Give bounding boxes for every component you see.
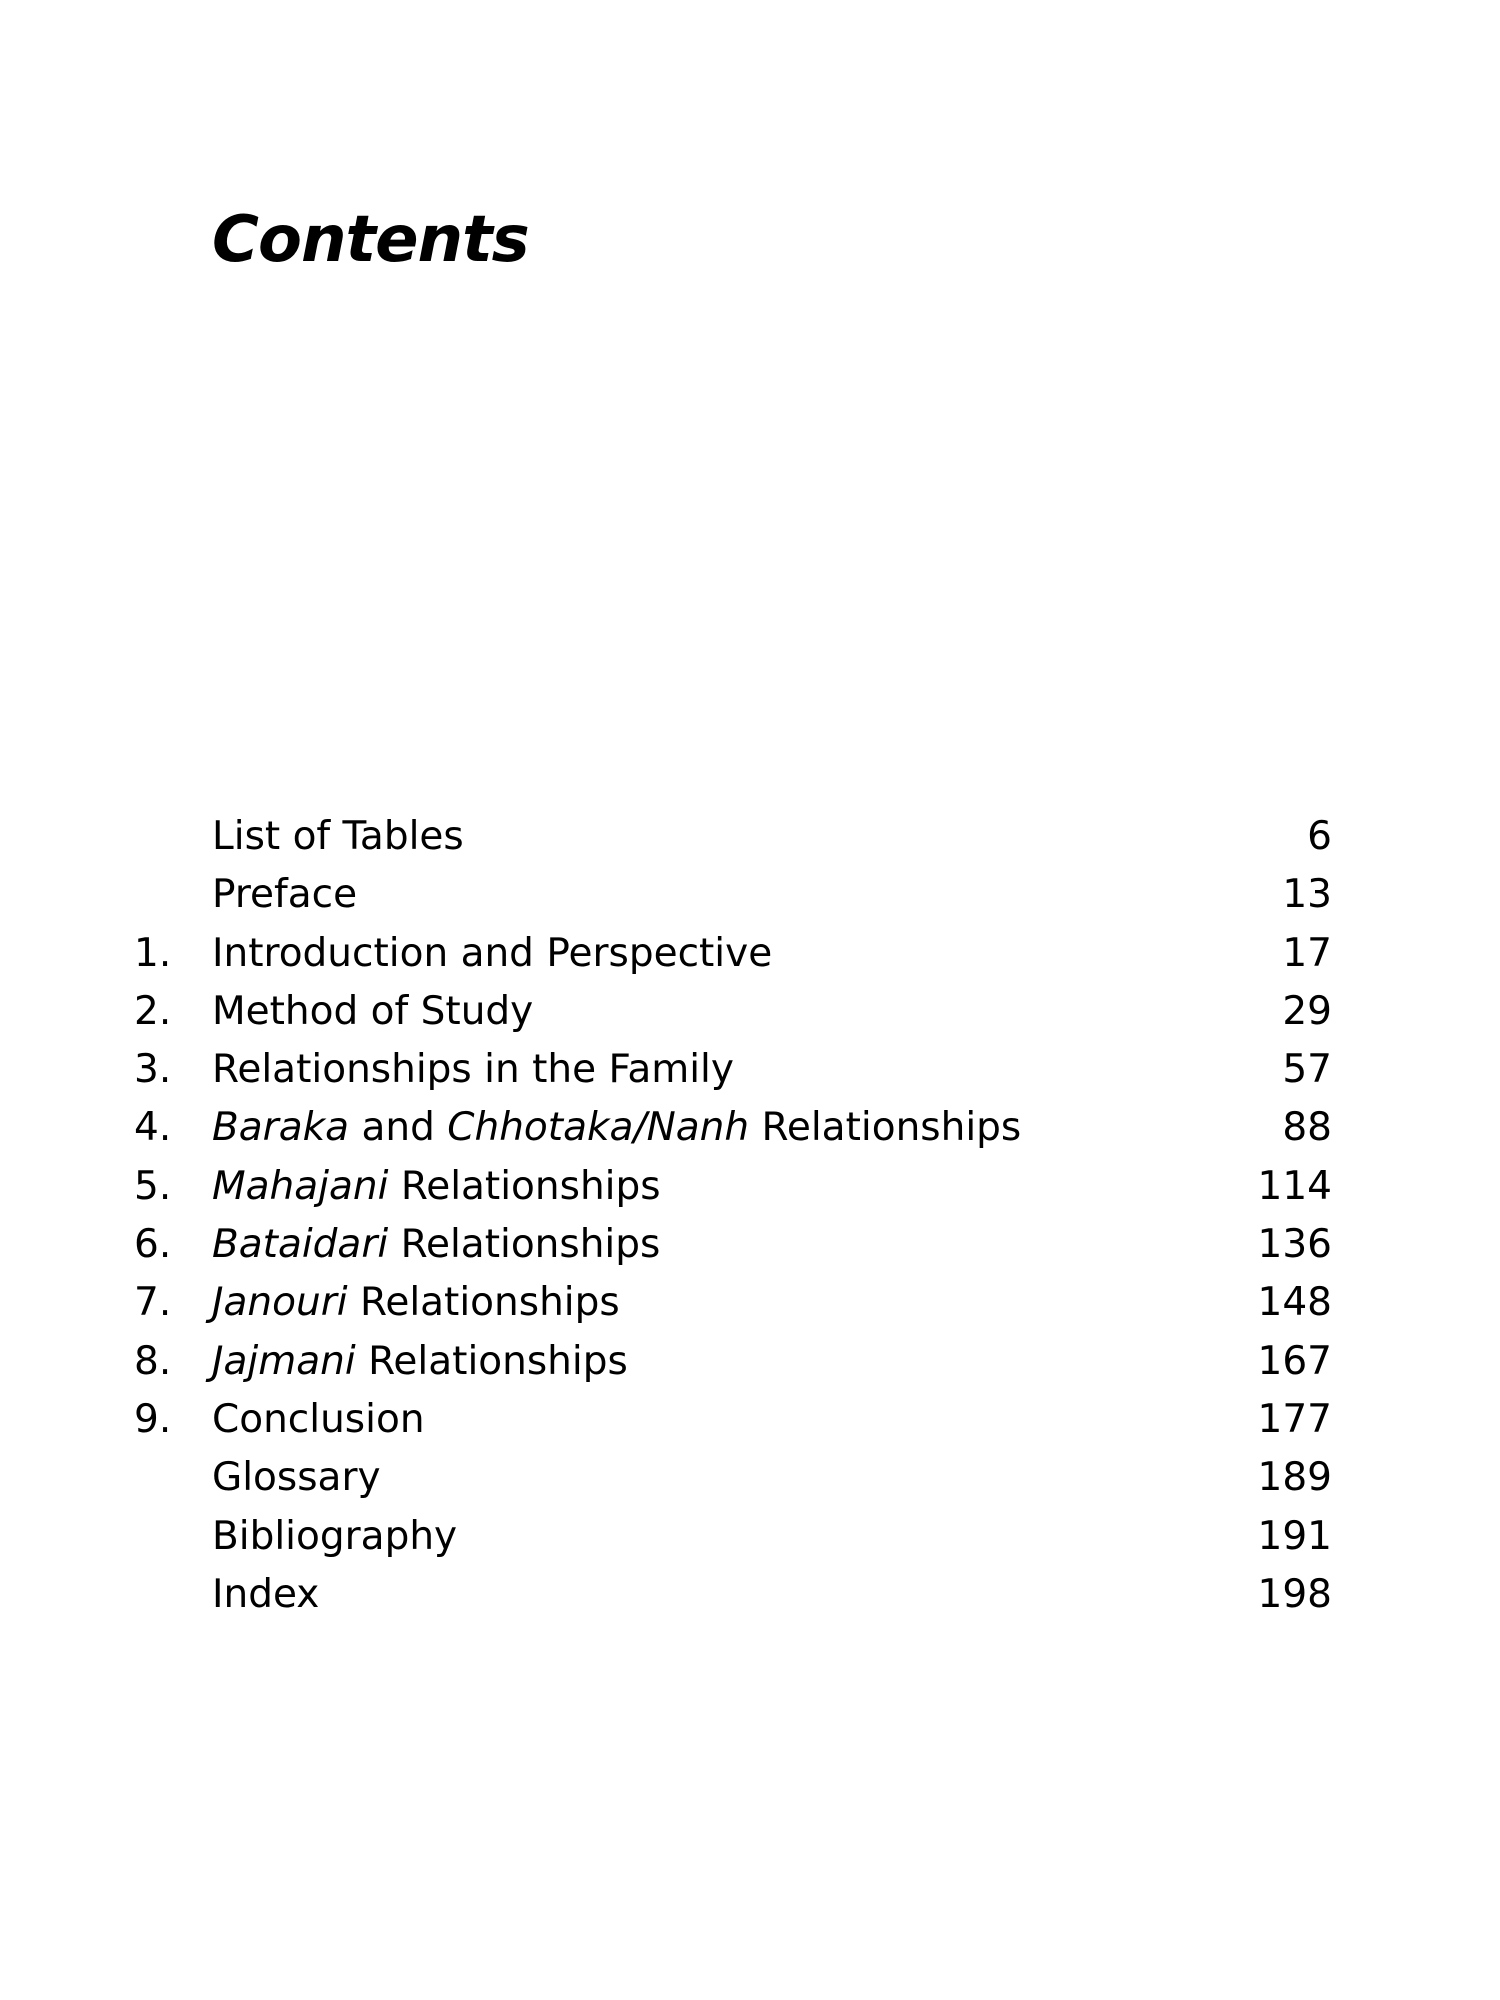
toc-entry[interactable] (0, 1391, 1500, 1449)
toc-title-text: Preface (212, 872, 358, 918)
toc-title-text: Conclusion (212, 1396, 425, 1442)
table-of-contents (0, 808, 1500, 1624)
toc-title-text: Relationships (355, 1338, 628, 1384)
toc-entry-title (212, 866, 357, 924)
toc-title-text: Index (212, 1571, 320, 1617)
toc-entry-number: 3. (134, 1047, 172, 1093)
toc-entry-page-number: 6 (1307, 814, 1332, 859)
toc-entry-page-number: 57 (1282, 1047, 1332, 1093)
toc-title-text: Bibliography (212, 1513, 458, 1559)
toc-title-text: and (349, 1105, 448, 1151)
toc-entry-number: 4. (134, 1105, 172, 1151)
toc-entry[interactable] (0, 1274, 1500, 1332)
toc-entry-page-number: 17 (1282, 930, 1332, 976)
toc-entry-page-number: 148 (1257, 1280, 1332, 1326)
toc-entry[interactable] (0, 925, 1500, 983)
toc-entry-number: 7. (134, 1280, 172, 1326)
toc-entry-title (212, 1274, 620, 1332)
toc-entry-page-number: 191 (1257, 1513, 1332, 1559)
toc-title-text: Relationships (388, 1222, 661, 1268)
toc-title-italic-term: Bataidari (212, 1222, 389, 1268)
toc-entry[interactable] (0, 1216, 1500, 1274)
toc-entry-page-number: 29 (1282, 988, 1332, 1034)
toc-entry-page-number: 198 (1257, 1571, 1332, 1617)
toc-entry-page-number: 13 (1282, 872, 1332, 918)
toc-title-text: Introduction and Perspective (212, 930, 773, 976)
toc-title-text: List of Tables (212, 814, 464, 859)
page-title: Contents (212, 203, 529, 277)
toc-title-text: Method of Study (212, 988, 534, 1034)
toc-entry-number: 8. (134, 1338, 172, 1384)
toc-entry[interactable] (0, 866, 1500, 924)
toc-entry-page-number: 88 (1282, 1105, 1332, 1151)
toc-title-text: Relationships in the Family (212, 1047, 734, 1093)
toc-entry[interactable] (0, 808, 1500, 866)
toc-entry-title (212, 983, 533, 1041)
toc-entry-number: 2. (134, 988, 172, 1034)
toc-entry[interactable] (0, 1449, 1500, 1507)
toc-entry-number: 5. (134, 1163, 172, 1209)
toc-title-italic-term: Mahajani (212, 1163, 389, 1209)
toc-entry-page-number: 136 (1257, 1222, 1332, 1268)
toc-entry[interactable] (0, 1508, 1500, 1566)
toc-title-italic-term: Janouri (212, 1280, 348, 1326)
toc-entry-page-number: 114 (1257, 1163, 1332, 1209)
toc-entry-number: 9. (134, 1396, 172, 1442)
toc-entry[interactable] (0, 983, 1500, 1041)
toc-entry-title (212, 1566, 319, 1624)
toc-entry-title (212, 1508, 457, 1566)
toc-title-italic-term: Jajmani (212, 1338, 356, 1384)
toc-entry-page-number: 177 (1257, 1396, 1332, 1442)
toc-entry[interactable] (0, 1566, 1500, 1624)
toc-entry-title (212, 925, 772, 983)
toc-entry-page-number: 189 (1257, 1455, 1332, 1501)
toc-entry[interactable] (0, 1099, 1500, 1157)
toc-entry-title (212, 1391, 425, 1449)
toc-title-text: Glossary (212, 1455, 381, 1501)
toc-entry-title (212, 1158, 661, 1216)
toc-title-text: Relationships (388, 1163, 661, 1209)
toc-entry-title (212, 808, 464, 866)
toc-entry-number: 1. (134, 930, 172, 976)
toc-entry[interactable] (0, 1158, 1500, 1216)
toc-title-text: Relationships (749, 1105, 1022, 1151)
toc-title-text: Relationships (347, 1280, 620, 1326)
toc-entry-title (212, 1099, 1021, 1157)
toc-entry-title (212, 1333, 628, 1391)
toc-title-italic-term: Baraka (212, 1105, 350, 1151)
toc-title-italic-term: Chhotaka/Nanh (447, 1105, 750, 1151)
toc-entry[interactable] (0, 1041, 1500, 1099)
toc-entry-title (212, 1449, 381, 1507)
toc-entry-page-number: 167 (1257, 1338, 1332, 1384)
toc-entry-number: 6. (134, 1222, 172, 1268)
toc-entry-title (212, 1041, 734, 1099)
toc-entry-title (212, 1216, 660, 1274)
toc-entry[interactable] (0, 1333, 1500, 1391)
